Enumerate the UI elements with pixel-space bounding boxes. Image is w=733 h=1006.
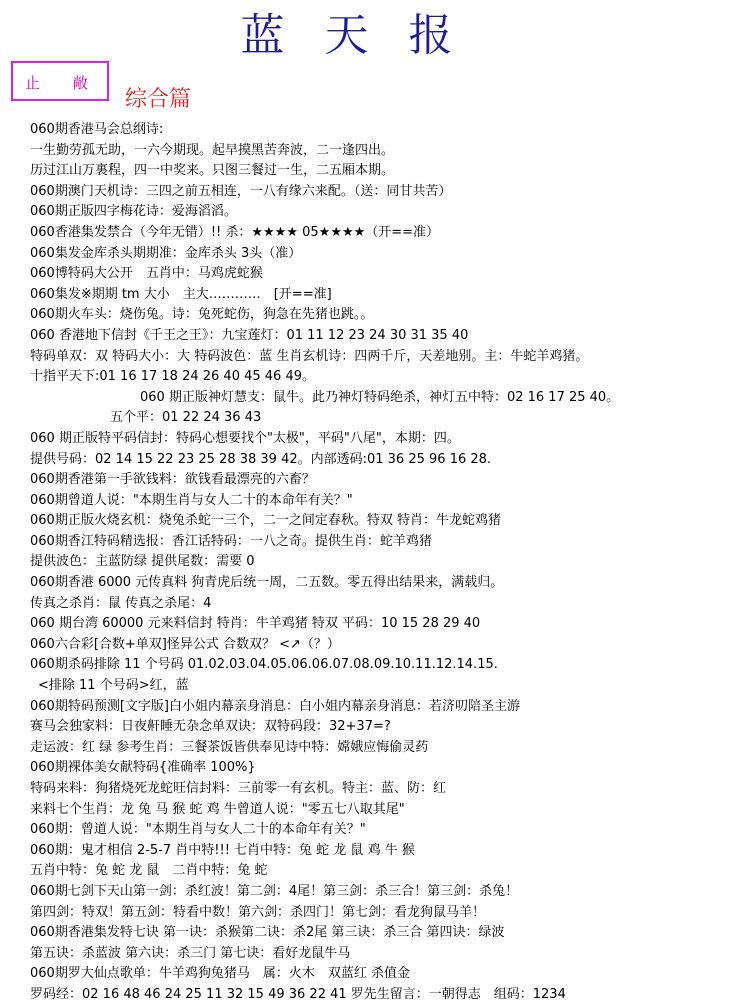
text-line: 特码单双：双 特码大小：大 特码波色：蓝 生肖玄机诗：四两千斤，天差地别。主：牛蛇羊鸡猪。: [30, 348, 589, 364]
text-line: 走运波：红 绿 参考生肖：三餐茶饭皆供奉见诗中特：嫦娥应悔偷灵药: [30, 739, 429, 755]
text-line: <排除 11 个号码>红，蓝: [38, 678, 189, 694]
text-line: 060期七剑下天山第一剑：杀红波！第二剑：4尾！第三剑：杀三合！第三剑：杀兔！: [30, 883, 519, 899]
text-line: 五肖中特：兔 蛇 龙 鼠 二肖中特：兔 蛇: [30, 863, 268, 879]
text-line: 060期香港 6000 元传真料 狗青虎后统一周，二五数。零五得出结果来，满载归。: [30, 575, 504, 591]
section-title: 综合篇: [125, 87, 192, 112]
text-line: 060期香港集发特七诀 第一诀：杀猴第二诀：杀2尾 第三诀：杀三合 第四诀：绿波: [30, 925, 505, 941]
text-line: 060期香港马会总纲诗:: [30, 122, 164, 137]
text-line: 060期香江特码精选报：香江话特码：一八之奇。提供生肖：蛇羊鸡猪: [30, 533, 432, 549]
text-line: 060六合彩[合数+单双]怪异公式 合数双？ <↗（？）: [30, 636, 340, 652]
text-line: 060期曾道人说："本期生肖与女人二十的本命年有关？": [30, 492, 353, 508]
text-line: 060 香港地下信封《千王之王》：九宝莲灯：01 11 12 23 24 30 31 35 40: [30, 327, 469, 343]
text-line: 罗码经：02 16 48 46 24 25 11 32 15 49 36 22 41 罗先生留言：一朝得志 组码：1234: [30, 986, 566, 1002]
text-line: 十指平天下:01 16 17 18 24 26 40 45 46 49。: [30, 369, 315, 385]
text-line: 060香港集发禁合（今年无错）!! 杀：★★★★ 05★★★★（开==准）: [30, 224, 440, 240]
text-line: 060集发※期期 tm 大小 主大………… [开==准]: [30, 286, 332, 302]
text-line: 060期香港第一手欲钱料：欲钱看最漂亮的六畜？: [30, 472, 315, 488]
text-line: 传真之杀肖：鼠 传真之杀尾：4: [30, 595, 212, 611]
text-line: 060期澳门天机诗：三四之前五相连，一八有缘六来配。（送：同甘共苦）: [30, 183, 452, 199]
text-line: 一生勤劳孤无助，一六今期现。起早摸黑苦奔波，二一逢四出。: [30, 142, 395, 158]
text-line: 五个平：01 22 24 36 43: [110, 410, 262, 426]
text-line: 来料七个生肖：龙 兔 马 猴 蛇 鸡 牛曾道人说："零五七八取其尾": [30, 801, 405, 817]
text-line: 060期：鬼才相信 2-5-7 肖中特!!! 七肖中特：兔 蛇 龙 鼠 鸡 牛 猴: [30, 842, 415, 858]
text-line: 赛马会独家料：日夜鼾睡无杂念单双诀：双特码段：32+37=?: [30, 719, 391, 735]
text-line: 060期火车头：烧伤兔。诗：兔死蛇伤，狗急在先猪也跳。。: [30, 307, 374, 323]
badge-label: 止 敞: [25, 74, 102, 92]
text-line: 060期罗大仙点歌单：牛羊鸡狗兔猪马 属：火木 双蓝红 杀值金: [30, 966, 410, 982]
text-line: 060期正版火烧玄机：烧兔杀蛇一三个，二一之间定春秋。特双 特肖：牛龙蛇鸡猪: [30, 513, 501, 529]
text-line: 060集发金库杀头期期准：金库杀头 3头（准）: [30, 245, 302, 261]
text-line: 第五诀：杀蓝波 第六诀：杀三门 第七诀：看好龙鼠牛马: [30, 945, 351, 961]
text-line: 060 期正版特平码信封：特码心想要找个"太极"，平码"八尾"，本期：四。: [30, 430, 460, 446]
text-line: 提供波色：主蓝防绿 提供尾数：需要 0: [30, 554, 255, 570]
text-line: 第四剑：特双！第五剑：特看中数！第六剑：杀四门！第七剑：看龙狗鼠马羊！: [30, 904, 486, 920]
stamp-badge: [11, 61, 109, 101]
text-line: 060期：曾道人说："本期生肖与女人二十的本命年有关？": [30, 822, 366, 838]
text-line: 060期正版四字梅花诗：爱海滔滔。: [30, 204, 237, 220]
text-line: 特码来料：狗猪烧死龙蛇旺信封料：三前零一有玄机。特主：蓝、防：红: [30, 781, 447, 796]
text-line: 060期特码预测[文字版]白小姐内幕亲身消息：白小姐内幕亲身消息：若济叨陪圣主游: [30, 698, 520, 714]
text-line: 060期裸体美女献特码{准确率 100%}: [30, 760, 256, 776]
text-line: 060 期台湾 60000 元来料信封 特肖：牛羊鸡猪 特双 平码：10 15 28 29 40: [30, 616, 481, 632]
text-line: 060期杀码排除 11 个号码 01.02.03.04.05.06.06.07.08.09.10.11.12.14.15.: [30, 657, 498, 673]
text-line: 历过江山万裏程，四一中奖来。只图三餐过一生，二五厢本期。: [30, 163, 395, 179]
content-body: [30, 120, 730, 1006]
text-line: 提供号码：02 14 15 22 23 25 28 38 39 42。内部透码:01 36 25 96 16 28.: [30, 451, 492, 467]
text-line: 060 期正版神灯慧支：鼠牛。此乃神灯特码绝杀，神灯五中特：02 16 17 25 40。: [140, 389, 620, 405]
newspaper-title: 蓝天报: [240, 10, 493, 61]
text-line: 060博特码大公开 五肖中：马鸡虎蛇猴: [30, 266, 263, 282]
